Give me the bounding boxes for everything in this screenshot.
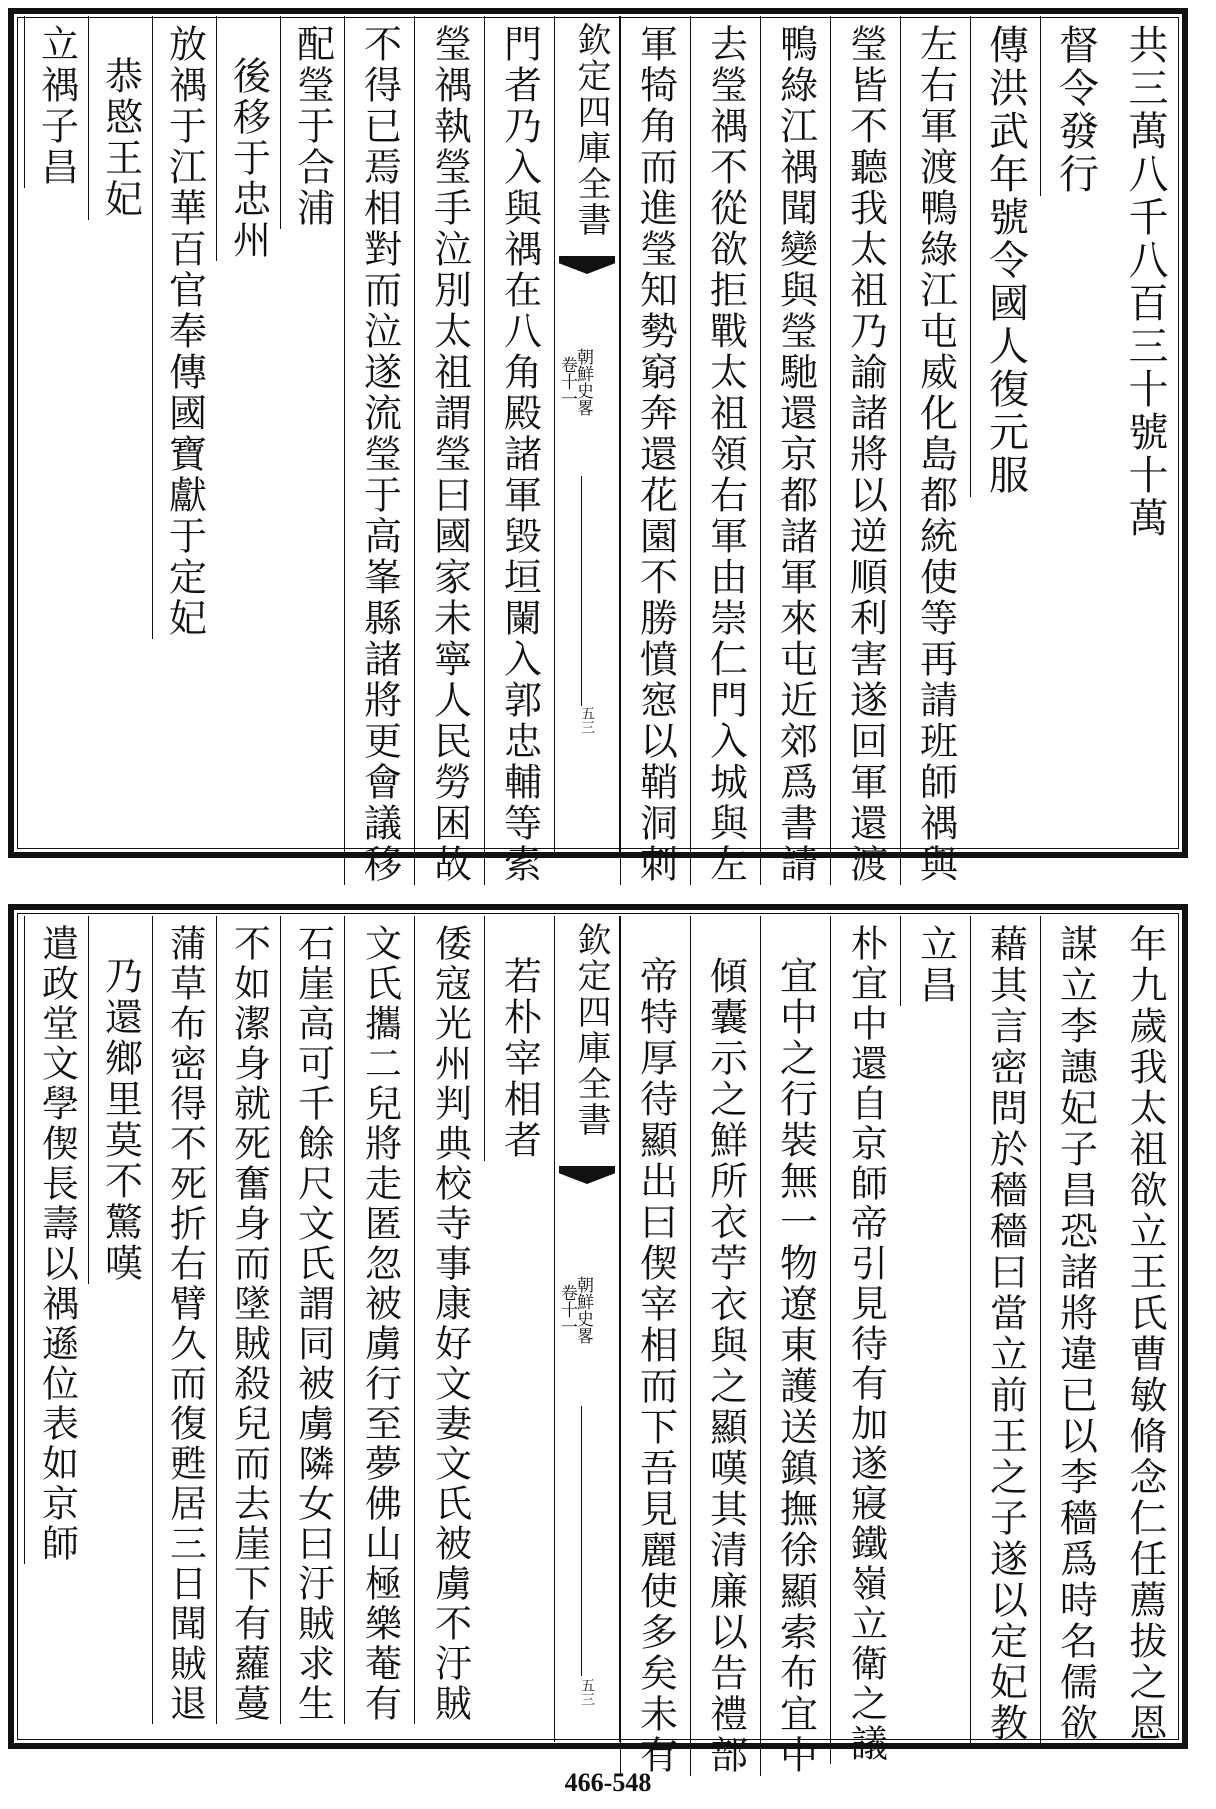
text-column	[344, 16, 414, 885]
column-text: 帝特厚待顯出曰偰宰相而下吾見麗使多矣未有	[633, 956, 678, 1776]
text-column	[970, 916, 1040, 1744]
column-text: 不得已焉相對而泣遂流瑩于高峯縣諸將更會議移	[357, 24, 402, 885]
gutter-title: 欽定四庫全書	[571, 22, 611, 238]
column-text: 傳洪武年號令國人復元服	[982, 24, 1029, 497]
text-column	[620, 16, 690, 885]
column-text: 鴨綠江禑聞變與瑩馳還京都諸軍來屯近郊爲書請	[773, 24, 818, 885]
column-text: 傾囊示之鮮所衣苧衣與之顯嘆其清廉以告禮部	[703, 956, 748, 1776]
text-column	[484, 916, 554, 1161]
text-column	[1040, 916, 1110, 1744]
column-text: 蒲草布密得不死折右臂久而復甦居三日聞賊退	[163, 924, 207, 1724]
text-column	[344, 916, 414, 1724]
column-text: 共三萬八千八百三十號十萬	[1122, 24, 1168, 540]
column-text: 朴宜中還自京師帝引見待有加遂寢鐵嶺立衛之議	[844, 924, 888, 1764]
column-text: 謀立李譓妃子昌恐諸將違已以李穡爲時名儒欲	[1053, 924, 1098, 1744]
text-column	[280, 16, 344, 229]
text-column	[760, 16, 830, 885]
top-page	[0, 0, 1216, 885]
bottom-page	[0, 900, 1216, 1776]
gutter-rule	[581, 1406, 582, 1676]
gutter-book-title: 朝鮮史畧	[573, 1276, 593, 1344]
column-text: 左右軍渡鴨綠江屯威化島都統使等再請班師禑與	[913, 24, 958, 885]
text-column	[690, 16, 760, 885]
column-text: 配瑩于合浦	[290, 24, 335, 229]
column-text: 後移于忠州	[226, 56, 271, 261]
column-text: 瑩禑執瑩手泣別太祖謂瑩曰國家未寧人民勞困故	[427, 24, 472, 885]
text-column	[24, 916, 88, 1564]
column-text: 年九歲我太祖欲立王氏曹敏脩念仁任薦拔之恩	[1123, 924, 1167, 1744]
center-gutter	[554, 16, 620, 852]
gutter-page-number: 五三	[579, 706, 595, 734]
column-text: 督令發行	[1052, 24, 1099, 196]
center-gutter	[554, 916, 620, 1742]
text-column	[414, 16, 484, 885]
column-text: 文氏攜二兒將走匿忽被虜行至夢佛山極樂菴有	[358, 924, 402, 1724]
column-text: 瑩皆不聽我太祖乃諭諸將以逆順利害遂回軍還渡	[843, 24, 888, 885]
column-text: 遣政堂文學偰長壽以禑遜位表如京師	[35, 924, 79, 1564]
column-text: 立昌	[913, 924, 958, 1006]
column-text: 倭寇光州判典校寺事康好文妻文氏被虜不汙賊	[428, 924, 472, 1724]
text-column	[88, 916, 152, 1284]
column-text: 若朴宰相者	[497, 956, 542, 1161]
text-column	[216, 916, 280, 1724]
column-text: 不如潔身就死奮身而墜賊殺兒而去崖下有蘿蔓	[227, 924, 271, 1724]
text-column	[690, 916, 760, 1776]
fish-tail-mark	[559, 256, 615, 274]
column-text: 宜中之行裝無一物遼東護送鎮撫徐顯索布宜中	[773, 956, 818, 1776]
text-column	[484, 16, 554, 885]
column-text: 軍犄角而進瑩知勢窮奔還花園不勝憤惌以鞘洞刺	[633, 24, 678, 885]
text-column	[970, 16, 1040, 497]
fish-tail-mark	[559, 1166, 615, 1184]
text-column	[1110, 16, 1180, 540]
gutter-book-title: 朝鮮史畧	[573, 348, 593, 416]
column-text: 去瑩禑不從欲拒戰太祖領右軍由崇仁門入城與左	[703, 24, 748, 885]
column-text: 藉其言密問於穡穡曰當立前王之子遂以定妃教	[983, 924, 1028, 1744]
text-column	[152, 16, 216, 639]
gutter-title: 欽定四庫全書	[571, 922, 611, 1138]
text-column	[830, 916, 900, 1764]
text-column	[414, 916, 484, 1724]
column-text: 門者乃入與禑在八角殿諸軍毀垣闌入郭忠輔等索	[497, 24, 542, 885]
text-column	[216, 16, 280, 261]
gutter-page-number: 五三	[579, 1678, 595, 1706]
text-column	[900, 916, 970, 1006]
column-text: 乃還鄉里莫不驚嘆	[98, 956, 143, 1284]
text-column	[24, 16, 88, 188]
column-text: 恭愍王妃	[98, 56, 143, 220]
column-text: 立禑子昌	[34, 24, 79, 188]
text-column	[1110, 916, 1180, 1744]
page-code: 466-548	[564, 1768, 652, 1797]
text-column	[760, 916, 830, 1776]
text-column	[900, 16, 970, 885]
gutter-rule	[581, 476, 582, 706]
text-column	[152, 916, 216, 1724]
text-column	[830, 16, 900, 885]
gutter-volume: 卷十一	[557, 1284, 577, 1335]
gutter-volume: 卷十一	[557, 356, 577, 407]
text-column	[88, 16, 152, 220]
text-column	[1040, 16, 1110, 196]
text-column	[280, 916, 344, 1724]
column-text: 石崖高可千餘尺文氏謂同被虜隣女曰汙賊求生	[291, 924, 335, 1724]
column-text: 放禑于江華百官奉傳國寶獻于定妃	[162, 24, 207, 639]
text-column	[620, 916, 690, 1776]
